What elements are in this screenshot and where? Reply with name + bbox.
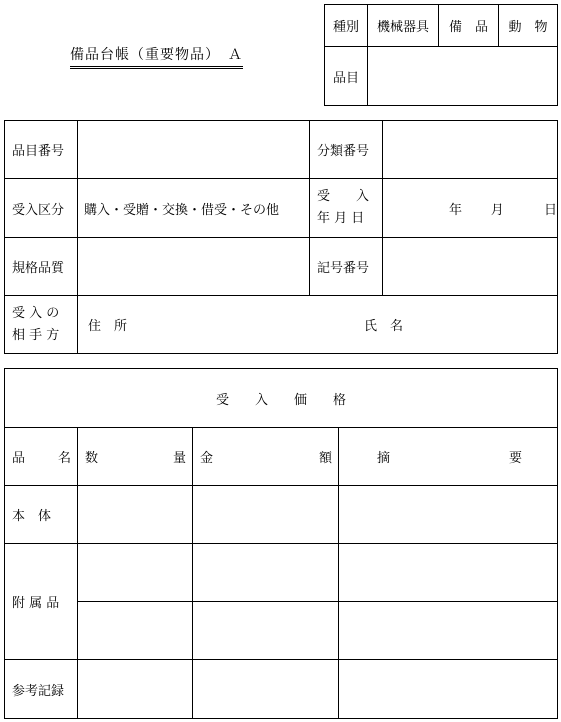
col-quantity: [78, 428, 193, 486]
date-day: 日: [543, 202, 557, 218]
receipt-date-label: [310, 179, 383, 238]
category-table: [324, 4, 558, 106]
table-row-accessories-2: [5, 602, 558, 660]
col-item-name-char1: 品: [12, 451, 26, 466]
ledger-title: 備品台帳（重要物品） Ａ: [70, 44, 243, 69]
reference-remarks-field[interactable]: [339, 660, 558, 719]
receipt-type-options[interactable]: 購入・受贈・交換・借受・その他: [78, 179, 310, 238]
reference-amount-field[interactable]: [193, 660, 339, 719]
item-number-label: 品目番号: [5, 121, 78, 179]
col-quantity-char1: 数: [85, 451, 99, 466]
info-table: [4, 120, 558, 354]
counterparty-label-line2: 相 手 方: [12, 327, 60, 343]
accessories-2-quantity-field[interactable]: [78, 602, 193, 660]
col-item-name: [5, 428, 78, 486]
counterparty-label: [5, 296, 78, 354]
price-heading: 受 入 価 格: [5, 369, 558, 428]
accessories-1-remarks-field[interactable]: [339, 544, 558, 602]
counterparty-field[interactable]: [78, 296, 558, 354]
spec-field[interactable]: [78, 238, 310, 296]
category-label: 種別: [325, 5, 368, 47]
counterparty-label-line1: 受 入 の: [12, 305, 60, 321]
address-label: 住 所: [88, 319, 128, 334]
symbol-number-field[interactable]: [383, 238, 558, 296]
main-body-amount-field[interactable]: [193, 486, 339, 544]
col-amount-char2: 額: [318, 451, 332, 466]
item-label: 品目: [325, 47, 368, 106]
category-animals[interactable]: 動 物: [499, 5, 558, 47]
col-remarks: [339, 428, 558, 486]
accessories-1-amount-field[interactable]: [193, 544, 339, 602]
col-quantity-char2: 量: [172, 451, 186, 466]
category-machinery[interactable]: 機械器具: [368, 5, 439, 47]
receipt-date-label-line2: 年 月 日: [317, 211, 365, 226]
classification-number-field[interactable]: [383, 121, 558, 179]
table-row-reference: [5, 660, 558, 719]
category-equipment[interactable]: 備 品: [439, 5, 499, 47]
item-field[interactable]: [368, 47, 558, 106]
price-table: [4, 368, 558, 719]
accessories-2-remarks-field[interactable]: [339, 602, 558, 660]
receipt-date-field[interactable]: [383, 179, 558, 238]
main-body-remarks-field[interactable]: [339, 486, 558, 544]
receipt-type-label: 受入区分: [5, 179, 78, 238]
main-body-quantity-field[interactable]: [78, 486, 193, 544]
item-number-field[interactable]: [78, 121, 310, 179]
row-accessories-label: 附 属 品: [5, 544, 78, 660]
date-month: 月: [490, 202, 504, 218]
col-amount: [193, 428, 339, 486]
date-year: 年: [449, 202, 463, 218]
col-item-name-char2: 名: [57, 451, 71, 466]
reference-quantity-field[interactable]: [78, 660, 193, 719]
symbol-number-label: 記号番号: [310, 238, 383, 296]
row-reference-label: 参考記録: [5, 660, 78, 719]
col-remarks-char1: 摘: [377, 451, 391, 466]
accessories-2-amount-field[interactable]: [193, 602, 339, 660]
name-label: 氏 名: [364, 319, 404, 334]
table-row-main-body: [5, 486, 558, 544]
receipt-date-label-line1: 受 入: [317, 189, 370, 204]
accessories-1-quantity-field[interactable]: [78, 544, 193, 602]
classification-number-label: 分類番号: [310, 121, 383, 179]
row-main-body-label: 本 体: [5, 486, 78, 544]
table-row-accessories-1: [5, 544, 558, 602]
spec-label: 規格品質: [5, 238, 78, 296]
col-remarks-char2: 要: [509, 451, 523, 466]
col-amount-char1: 金: [200, 451, 214, 466]
